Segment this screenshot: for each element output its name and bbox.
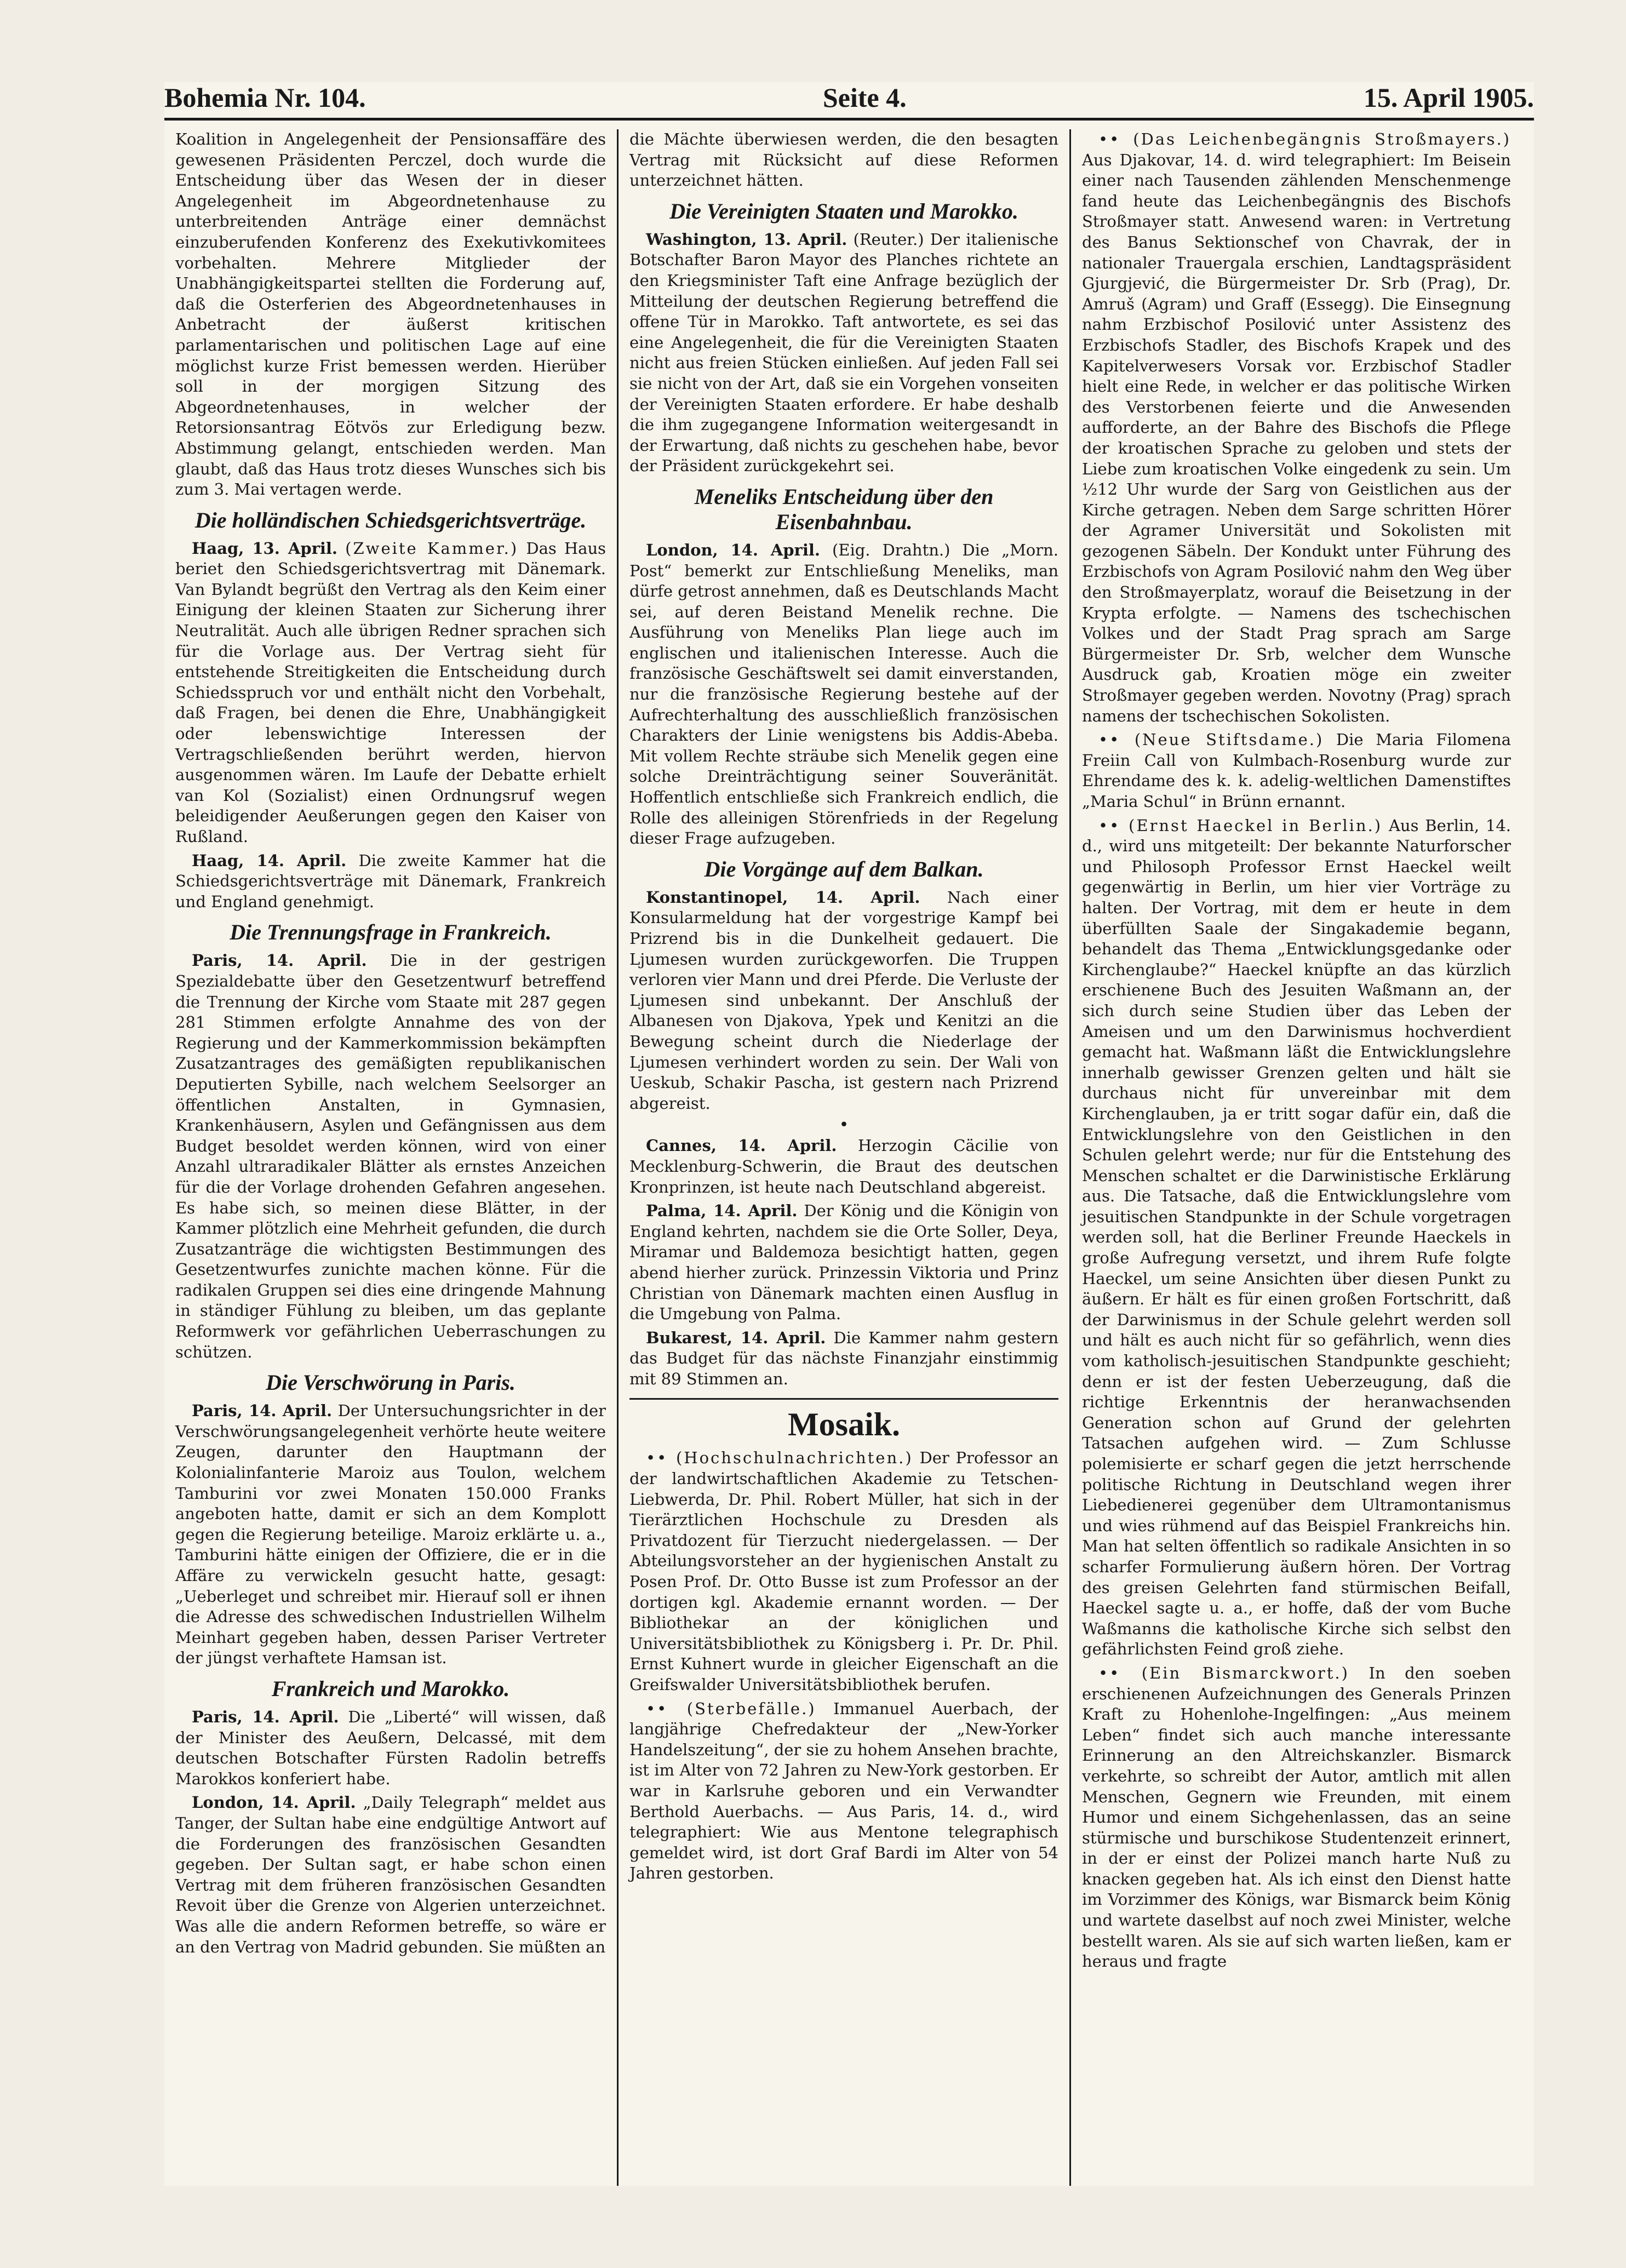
article-text: Die zweite Kammer hat die Schiedsgerichtsverträge mit Dänemark, Frankreich und England genehmigt. (175, 851, 606, 911)
column-3 (1069, 129, 1522, 2186)
ornament-separator: • (839, 1115, 849, 1135)
item-heading: •• (Sterbefälle.) (646, 1699, 816, 1718)
article-text: Der König und die Königin von England kehrten, nachdem sie die Orte Soller, Deya, Miramar und Baldemoza besichtigt hatten, gegen abend hierher zurück. Prinzessin Viktoria und Prinz Christian von Dänemark machten einen Ausflug in die Umgebung von Palma. (629, 1201, 1058, 1324)
item-heading: •• (Das Leichenbegängnis Stroßmayers.) (1098, 130, 1511, 148)
item-heading: •• (Ein Bismarckwort.) (1098, 1663, 1349, 1682)
dateline: Paris, 14. April. (192, 1707, 339, 1726)
article-text: Koalition in Angelegenheit der Pensionsaffäre des gewesenen Präsidenten Perczel, doch wurde die Entscheidung über das Wesen der in dieser Angelegenheit im Abgeordnetenhause zu unterbreitenden Anträge einer demnächst einzuberufenden Konferenz des Exekutivkomitees vorbehalten. Mehrere Mitglieder der Unabhängigkeitspartei stellten die Forderung auf, daß die Osterferien des Abgeordnetenhauses in Anbetracht der äußerst kritischen parlamentarischen und politischen Lage auf eine möglichst kurze Frist bemessen werden. Hierüber soll in der morgigen Sitzung des Abgeordnetenhauses, in welcher der Retorsionsantrag Eötvös zur Erledigung bezw. Abstimmung gelangt, entschieden werden. Man glaubt, daß das Haus trotz dieses Wunsches sich bis zum 3. Mai vertagen werde. (175, 130, 606, 499)
article-bukarest (629, 1328, 1058, 1390)
article-london-1 (175, 1792, 606, 1957)
item-bismarckwort (1082, 1663, 1511, 1972)
dateline: Washington, 13. April. (646, 230, 848, 249)
masthead-page-number: Seite 4. (822, 82, 907, 113)
article-text: Die „Liberté“ will wissen, daß der Minister des Aeußern, Delcassé, mit dem deutschen Botschafter Fürsten Radolin betreffs Marokkos konferiert habe. (175, 1707, 606, 1788)
article-konstantinopel (629, 887, 1058, 1114)
article-text: Herzogin Cäcilie von Mecklenburg-Schwerin, die Braut des deutschen Kronprinzen, ist heute nach Deutschland abgereist. (629, 1136, 1058, 1196)
article-text: Aus Djakovar, 14. d. wird telegraphiert: Im Beisein einer nach Tausenden zählenden Menschenmenge fand heute das Leichenbegängnis des Bischofs Stroßmayer statt. Anwesend waren: in Vertretung des Banus Sektionschef von Chavrak, der in nationaler Trauergala erschien, Landtagspräsident Gjurgjević, die Bürgermeister Dr. Srb (Prag), Dr. Amruš (Agram) und Graff (Essegg). Die Einsegnung nahm Erzbischof Posilović unter Assistenz des Erzbischofs Stadler, des Bischofs Krapek und des Kapitelverwesers Vorsak vor. Erzbischof Stadler hielt eine Rede, in welcher er das politische Wirken des Verstorbenen feierte und die Anwesenden aufforderte, an der Bahre des Bischofs die Pflege der kroatischen Sprache zu geloben und stets der Liebe zum kroatischen Volke eingedenk zu sein. Um ½12 Uhr wurde der Sarg von Geistlichen aus der Kirche getragen. Neben dem Sarge schritten Hörer der Agramer Universität und Sokolisten mit gezogenen Säbeln. Der Kondukt unter Führung des Erzbischofs von Agram Posilović nahm den Weg über den Stroßmayerplatz, worauf die Beisetzung in der Krypta erfolgte. — Namens des tschechischen Volkes und der Stadt Prag sprach am Sarge Bürgermeister Dr. Srb, welcher dem Wunsche Ausdruck gab, Kroatien möge ein zweiter Stroßmayer gegeben werden. Novotny (Prag) sprach namens der tschechischen Sokolisten. (1082, 150, 1511, 725)
column-1 (164, 129, 617, 2186)
article-text: Nach einer Konsularmeldung hat der vorgestrige Kampf bei Prizrend bis in die Dunkelheit gedauert. Die Ljumesen wurden zurückgeworfen. Die Truppen verloren vier Mann und drei Pferde. Die Verluste der Ljumesen sind unbekannt. Der Anschluß der Albanesen von Djakova, Ypek und Kenitzi an die Bewegung scheint durch die Niederlage der Ljumesen verhindert worden zu sein. Der Wali von Ueskub, Schakir Pascha, ist gestern nach Prizrend abgereist. (629, 887, 1058, 1113)
headline-trennungsfrage: Die Trennungsfrage in Frankreich. (230, 920, 552, 945)
article-text: Aus Berlin, 14. d., wird uns mitgeteilt: Der bekannte Naturforscher und Philosoph Professor Ernst Haeckel weilt gegenwärtig in Berlin, um hier vier Vorträge zu halten. Der Vortrag, mit dem er heute in dem überfüllten Saale der Singakademie begann, behandelt das Thema „Entwicklungsgedanke oder Kirchenglaube?“ Haeckel knüpfte an das kürzlich erschienene Buch des Jesuiten Waßmann an, der sich durch seine Studien über das Leben der Ameisen und um den Darwinismus hochverdient gemacht hat. Waßmann läßt die Entwicklungslehre innerhalb gewisser Grenzen gelten und hält sie durchaus nicht für unvereinbar mit dem Kirchenglauben, ja er tritt sogar dafür ein, daß die Entwicklungslehre von den Geistlichen in den Schulen gelehrt werde; nur für die Entstehung des Menschen schaltet er die Darwinistische Erklärung aus. Die Tatsache, daß die Entwicklungslehre vom jesuitischen Standpunkte in der Schule vorgetragen werden soll, hat die Berliner Freunde Haeckels in große Aufregung versetzt, und ihrem Rufe folgte Haeckel, um seine Ansichten über diesen Punkt zu äußern. Er hält es für einen großen Fortschritt, daß der Darwinismus in der Schule gelehrt werden soll und hält es auch nicht für so gefährlich, wenn dies vom katholisch-jesuitischen Standpunkte geschieht; denn er ist der festen Ueberzeugung, daß die richtige Erkenntnis der heranwachsenden Generation schon auf Grund der gelehrten Tatsachen aufgehen wird. — Zum Schlusse polemisierte er scharf gegen die jetzt herrschende politische Richtung in Deutschland wegen ihrer Liebedienerei gegenüber dem Ultramontanismus und wies rühmend auf das Beispiel Frankreichs hin. Man hat selten öffentlich so radikale Ansichten in so scharfer Formulierung äußern hören. Der Vortrag des greisen Gelehrten fand stürmischen Beifall, Haeckel sagte u. a., er hoffe, daß der vom Buche Waßmanns die katholische Kirche sich selbst den gefährlichsten Feind groß ziehe. (1082, 816, 1512, 1659)
dateline: London, 14. April. (192, 1793, 356, 1812)
source: (Eig. Drahtn.) (832, 540, 951, 559)
item-stiftsdame (1082, 730, 1511, 812)
article-washington (629, 230, 1058, 477)
article-text: Der Untersuchungsrichter in der Verschwörungsangelegenheit verhörte heute weitere Zeugen, darunter den Hauptmann der Kolonialinfanterie Maroiz aus Toulon, welchem Tamburini vor zwei Monaten 150.000 Franks angeboten hatte, damit er sich an dem Komplott gegen die Regierung beteilige. Maroiz erklärte u. a., Tamburini hätte einigen der Offiziere, die er in die Affäre zu verwickeln gesucht hatte, gesagt: „Ueberleget und schreibet mir. Hierauf soll er ihnen die Adresse des schwedischen Industriellen Wilhelm Meinhart gegeben haben, dessen Pariser Vertreter der jüngst verhaftete Hamsan ist. (175, 1401, 606, 1668)
item-heading: •• (Hochschulnachrichten.) (646, 1448, 913, 1468)
article-text: die Mächte überwiesen werden, die den besagten Vertrag mit Rücksicht auf diese Reformen unterzeichnet hätten. (629, 130, 1058, 190)
columns (164, 129, 1534, 2186)
dateline: Paris, 14. April. (192, 1401, 333, 1421)
headline-frankreich-marokko: Frankreich und Marokko. (271, 1676, 510, 1701)
masthead (164, 82, 1534, 121)
article-text: Die „Morn. Post“ bemerkt zur Entschließung Meneliks, man dürfe getrost annehmen, daß es Deutschlands Macht sei, auf deren Beistand Menelik rechne. Die Ausführung von Meneliks Plan liege auch im englischen und italienischen Interesse. Auch die französische Geschäftswelt sei damit einverstanden, nur die französische Regierung bestehe auf der Aufrechterhaltung des ausschließlich französischen Charakters der Linie wenigstens bis Addis-Abeba. Mit vollem Rechte sträube sich Menelik gegen eine solche Dreinträchtigung seiner Souveränität. Hoffentlich entschließe sich Frankreich endlich, die Rolle des alleinigen Störenfrieds in der Regelung dieser Frage aufzugeben. (629, 540, 1059, 848)
masthead-date: 15. April 1905. (1363, 82, 1534, 113)
dateline: London, 14. April. (646, 540, 820, 559)
article-paris-1 (175, 950, 606, 1362)
dateline: Paris, 14. April. (192, 951, 367, 970)
masthead-issue: Bohemia Nr. 104. (164, 82, 366, 113)
article-text: Der italienische Botschafter Baron Mayor des Planches richtete an den Kriegsminister Taft eine Anfrage bezüglich der Mitteilung der deutschen Regierung betreffend die offene Tür in Marokko. Taft antwortete, es sei das eine Angelegenheit, die für die Vereinigten Staaten nicht aus freien Stücken einließen. Auf jeden Fall sei sie nicht von der Art, daß sie ein Vorgehen vonseiten der Vereinigten Staaten erfordere. Er habe deshalb die ihm zugegangene Information weitergesandt in der Erwartung, daß nichts zu geschehen habe, bevor der Präsident zurückgekehrt sei. (629, 230, 1059, 476)
dateline: Bukarest, 14. April. (646, 1328, 826, 1347)
article-text: Die Maria Filomena Freiin Call von Kulmbach-Rosenburg wurde zur Ehrendame des k. k. adelig-weltlichen Damenstiftes „Maria Schul“ in Brünn ernannt. (1082, 730, 1511, 811)
item-sterbefaelle (629, 1699, 1058, 1884)
article-london-2 (629, 540, 1058, 849)
dateline: Palma, 14. April. (646, 1201, 798, 1221)
article-text: Immanuel Auerbach, der langjährige Chefredakteur der „New-Yorker Handelszeitung“, der sie zu hohem Ansehen brachte, ist im Alter von 72 Jahren zu New-York gestorben. Er war in Karlsruhe geboren und ein Verwandter Berthold Auerbachs. — Aus Paris, 14. d., wird telegraphiert: Wie aus Mentone telegraphisch gemeldet wird, ist dort Graf Bardi im Alter von 54 Jahren gestorben. (629, 1699, 1058, 1883)
article-text: Die Kammer nahm gestern das Budget für das nächste Finanzjahr einstimmig mit 89 Stimmen an. (629, 1328, 1058, 1388)
headline-verschwoerung: Die Verschwörung in Paris. (266, 1370, 516, 1395)
article-text: In den soeben erschienenen Aufzeichnungen des Generals Prinzen Kraft zu Hohenlohe-Ingelfingen: „Aus meinem Leben“ findet sich auch manche interessante Erinnerung an den Altreichskanzler. Bismarck verkehrte, so schreibt der Autor, amtlich mit allen Menschen, Gegnern wie Freunden, mit einem Humor und einem Sichgehenlassen, das an seine stürmische und burschikose Studentenzeit erinnert, in der er einst der Polizei manch harte Nuß zu knacken gegeben hat. Als ich einst den Dienst hatte im Vorzimmer des Königs, war Bismarck beim König und wartete daselbst auf noch zwei Minister, welche bestellt waren. Als sie auf sich warten ließen, kam er heraus und fragte (1082, 1663, 1511, 1971)
article-text: Der Professor an der landwirtschaftlichen Akademie zu Tetschen-Liebwerda, Dr. Phil. Robert Müller, hat sich in der Tierärztlichen Hochschule zu Dresden als Privatdozent für Tierzucht niedergelassen. — Der Abteilungsvorsteher an der hygienischen Anstalt zu Posen Prof. Dr. Otto Busse ist zum Professor an der dortigen kgl. Akademie ernannt worden. — Der Bibliothekar an der königlichen und Universitätsbibliothek zu Königsberg i. Pr. Dr. Phil. Ernst Kuhnert wurde in gleicher Eigenschaft an die Greifswalder Universitätsbibliothek berufen. (629, 1448, 1059, 1694)
article-paris-3 (175, 1707, 606, 1789)
article-palma (629, 1201, 1058, 1325)
item-hochschulnachrichten (629, 1448, 1058, 1695)
article-text: Die in der gestrigen Spezialdebatte über den Gesetzentwurf betreffend die Trennung der Kirche vom Staate mit 287 gegen 281 Stimmen erfolgte Annahme des von der Regierung und der Kammerkommission bekämpften Zusatzantrages des gemäßigten republikanischen Deputierten Sybille, nach welchem Seelsorger an öffentlichen Anstalten, in Gymnasien, Krankenhäusern, Asylen und Gefängnissen aus dem Budget besoldet werden können, wird von einer Anzahl ultraradikaler Blätter als ernstes Anzeichen für die der Vorlage drohenden Gefahren angesehen. Es habe sich, so meinen diese Blätter, in der Kammer plötzlich eine Mehrheit gefunden, die durch Zusatzanträge die wichtigsten Bestimmungen des Gesetzentwurfes zunichte machen könne. Für die radikalen Gruppen sei dies eine dringende Mahnung in ständiger Fühlung zu bleiben, um das geplante Reformwerk vor gefährlichen Ueberraschungen zu schützen. (175, 951, 606, 1361)
article-haag-2 (175, 851, 606, 913)
section-divider (629, 1398, 1058, 1400)
column-2 (617, 129, 1069, 2186)
headline-balkan: Die Vorgänge auf dem Balkan. (704, 856, 984, 881)
source: (Reuter.) (853, 230, 924, 249)
dateline: Konstantinopel, 14. April. (646, 887, 920, 907)
headline-schiedsgericht: Die holländischen Schiedsgerichtsverträge. (194, 507, 587, 532)
article-text: Das Haus beriet den Schiedsgerichtsvertrag mit Dänemark. Van Bylandt begrüßt den Vertrag als den Keim einer Einigung der kleinen Staaten zur Sicherung ihrer Neutralität. Auch alle übrigen Redner sprachen sich für die Vorlage aus. Der Vertrag sieht für entstehende Streitigkeiten die Entscheidung durch Schiedsspruch vor und enthält nicht den Vorbehalt, daß Fragen, bei denen die Ehre, Unabhängigkeit oder lebenswichtige Interessen der Vertragschließenden berührt werden, hiervon ausgenommen wären. Im Laufe der Debatte erhielt van Kol (Sozialist) einen Ordnungsruf wegen beleidigender Aeußerungen gegen den Kaiser von Rußland. (175, 539, 606, 846)
headline-menelik: Meneliks Entscheidung über den Eisenbahnbau. (694, 484, 994, 534)
item-heading: •• (Neue Stiftsdame.) (1098, 730, 1324, 749)
article-text: „Daily Telegraph“ meldet aus Tanger, der Sultan habe eine endgültige Antwort auf die Forderungen des französischen Gesandten gegeben. Der Sultan sagt, er habe schon einen Vertrag mit dem früheren französischen Gesandten Revoit über die Grenze von Algerien unterzeichnet. Was alle die andern Reformen betreffe, so wäre er an den Vertrag von Madrid gebunden. Sie müßten an (175, 1793, 606, 1956)
newspaper-page (164, 82, 1534, 2186)
article-cannes (629, 1136, 1058, 1198)
item-haeckel (1082, 816, 1511, 1660)
article-paris-2 (175, 1401, 606, 1669)
headline-vereinigte-staaten: Die Vereinigten Staaten und Marokko. (669, 198, 1018, 224)
item-heading: •• (Ernst Haeckel in Berlin.) (1098, 816, 1383, 835)
article-haag-1 (175, 539, 606, 847)
item-leichenbegaengnis (1082, 129, 1511, 726)
dateline: Cannes, 14. April. (646, 1136, 837, 1155)
dateline: Haag, 14. April. (192, 851, 347, 870)
dateline: Haag, 13. April. (192, 539, 338, 558)
section-title-mosaik: Mosaik. (787, 1406, 901, 1443)
source: (Zweite Kammer.) (345, 539, 519, 558)
